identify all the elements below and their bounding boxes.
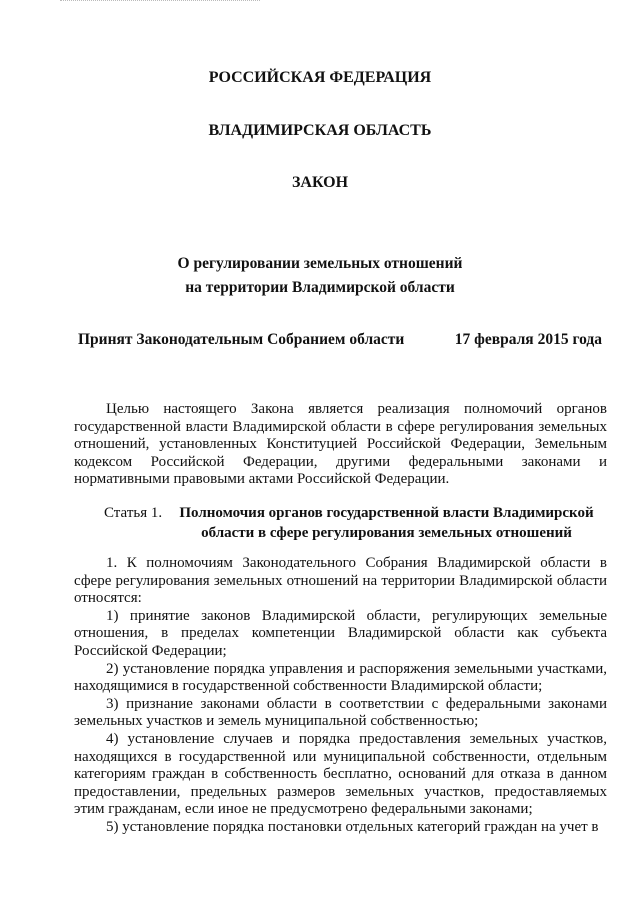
- paragraph: 2) установление порядка управления и распоряжения земельными участками, находящимися в государственной собственности Владимирской области;: [74, 660, 607, 695]
- scan-artifact: [60, 0, 260, 3]
- article-label: Статья 1.: [104, 505, 163, 521]
- paragraph: 1. К полномочиям Законодательного Собрания Владимирской области в сфере регулирования земельных отношений на территории Владимирской области относятся:: [74, 555, 607, 607]
- law-title-line-1: О регулировании земельных отношений: [177, 255, 463, 272]
- law-title: [0, 252, 640, 300]
- paragraph: 3) признание законами области в соответствии с федеральными законами земельных участков и земель муниципальной собственностью;: [74, 695, 607, 730]
- law-title-line-2: на территории Владимирской области: [185, 279, 455, 296]
- article-1-body: [74, 555, 607, 837]
- article-1-heading: [104, 503, 607, 543]
- article-title: Полномочия органов государственной власти Владимирской области в сфере регулирования земельных отношений: [179, 505, 594, 541]
- adoption-date: 17 февраля 2015 года: [454, 331, 602, 348]
- adoption-text: Принят Законодательным Собранием области: [78, 331, 405, 348]
- preamble: Целью настоящего Закона является реализация полномочий органов государственной власти Владимирской области в сфере регулирования земельных отношений, установленных Конституцией Российской Федерации, Земельным кодексом Российской Федерации, другими федеральными законами и нормативными правовыми актами Российской Федерации.: [74, 401, 607, 487]
- region-header: ВЛАДИМИРСКАЯ ОБЛАСТЬ: [208, 122, 432, 139]
- paragraph: 4) установление случаев и порядка предоставления земельных участков, находящихся в государственной или муниципальной собственности, отдельным категориям граждан в собственность бесплатно, оснований для отказа в данном предоставлении, предельных размеров земельных участков, предоставляемых этим гражданам, если иное не предусмотрено федеральными законами;: [74, 730, 607, 818]
- adoption-line: [78, 330, 602, 350]
- paragraph: 1) принятие законов Владимирской области, регулирующих земельные отношения, в пределах компетенции Владимирской области как субъекта Российской Федерации;: [74, 607, 607, 659]
- paragraph: 5) установление порядка постановки отдельных категорий граждан на учет в: [106, 818, 599, 835]
- country-header: РОССИЙСКАЯ ФЕДЕРАЦИЯ: [208, 69, 432, 86]
- document-type: ЗАКОН: [291, 174, 349, 191]
